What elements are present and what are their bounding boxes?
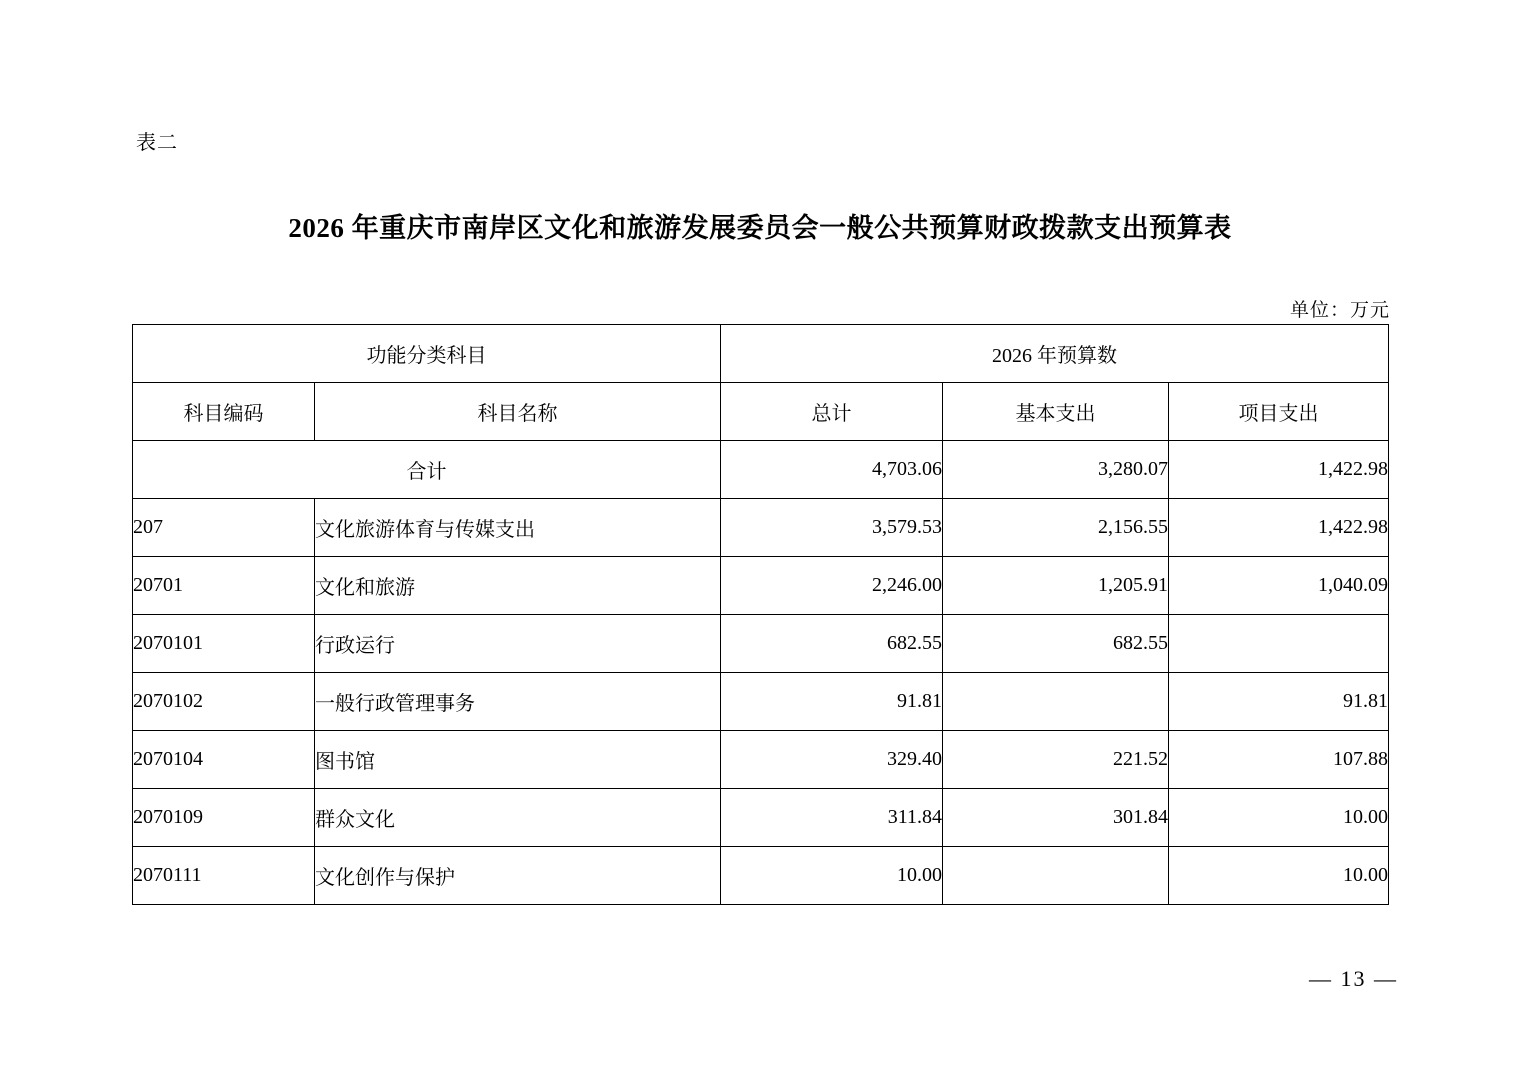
row-basic: 221.52 [943,731,1169,789]
row-name: 文化旅游体育与传媒支出 [315,499,721,557]
row-code: 207 [133,499,315,557]
budget-table [132,324,1389,905]
row-project: 10.00 [1169,789,1389,847]
row-total: 2,246.00 [721,557,943,615]
row-code: 2070111 [133,847,315,905]
row-name: 文化和旅游 [315,557,721,615]
row-basic: 682.55 [943,615,1169,673]
row-code: 2070104 [133,731,315,789]
total-value-basic: 3,280.07 [943,441,1169,499]
row-total: 311.84 [721,789,943,847]
row-total: 329.40 [721,731,943,789]
total-value-total: 4,703.06 [721,441,943,499]
table-row [133,789,1389,847]
row-project: 10.00 [1169,847,1389,905]
row-basic: 2,156.55 [943,499,1169,557]
table-row [133,673,1389,731]
row-name: 图书馆 [315,731,721,789]
unit-note: 单位：万元 [1289,300,1390,321]
table-row [133,731,1389,789]
row-basic: 301.84 [943,789,1169,847]
row-total: 3,579.53 [721,499,943,557]
row-code: 2070101 [133,615,315,673]
table-header-row [133,383,1389,441]
row-code: 2070109 [133,789,315,847]
header-code: 科目编码 [133,383,315,441]
row-name: 群众文化 [315,789,721,847]
table-row [133,847,1389,905]
row-total: 682.55 [721,615,943,673]
row-project: 1,422.98 [1169,499,1389,557]
row-basic: 1,205.91 [943,557,1169,615]
row-project: 1,040.09 [1169,557,1389,615]
row-name: 文化创作与保护 [315,847,721,905]
table-row [133,615,1389,673]
total-label: 合计 [133,441,721,499]
table-header-group-row [133,325,1389,383]
table-label: 表二 [136,132,178,154]
header-total: 总计 [721,383,943,441]
row-code: 2070102 [133,673,315,731]
row-total: 91.81 [721,673,943,731]
row-project: 107.88 [1169,731,1389,789]
row-total: 10.00 [721,847,943,905]
header-classification: 功能分类科目 [133,325,721,383]
table-row [133,499,1389,557]
table-row [133,557,1389,615]
row-basic [943,847,1169,905]
total-value-project: 1,422.98 [1169,441,1389,499]
row-basic [943,673,1169,731]
row-name: 行政运行 [315,615,721,673]
header-project: 项目支出 [1169,383,1389,441]
row-name: 一般行政管理事务 [315,673,721,731]
page-title: 2026 年重庆市南岸区文化和旅游发展委员会一般公共预算财政拨款支出预算表 [288,213,1232,243]
header-budget-year: 2026 年预算数 [721,325,1389,383]
row-project [1169,615,1389,673]
table-row-total [133,441,1389,499]
header-name: 科目名称 [315,383,721,441]
page-number: — 13 — [1309,966,1398,991]
header-basic: 基本支出 [943,383,1169,441]
row-code: 20701 [133,557,315,615]
row-project: 91.81 [1169,673,1389,731]
